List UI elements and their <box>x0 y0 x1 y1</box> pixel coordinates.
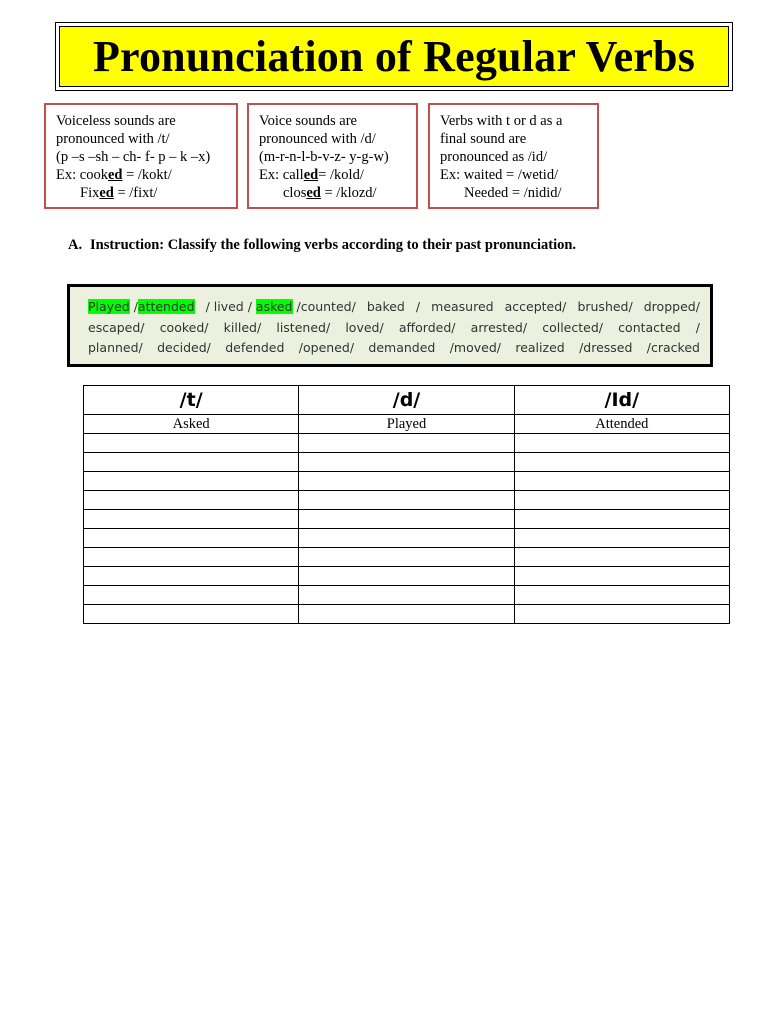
rule-example <box>56 184 227 202</box>
instruction <box>68 237 576 254</box>
blank-cell[interactable] <box>84 472 299 491</box>
rule-sound-list: (m-r-n-l-b-v-z- y-g-w) <box>259 149 389 165</box>
blank-cell[interactable] <box>514 586 729 605</box>
example-prefix: Ex: <box>56 167 80 183</box>
example-transcription: = /kokt/ <box>122 167 172 183</box>
example-transcription: = /kold/ <box>318 167 364 183</box>
blank-cell[interactable] <box>84 491 299 510</box>
blank-cell[interactable] <box>514 510 729 529</box>
rule-example <box>56 166 227 184</box>
column-header-t: /t/ <box>84 386 299 415</box>
table-row <box>84 510 730 529</box>
blank-cell[interactable] <box>84 510 299 529</box>
example-stem: Fix <box>80 185 100 201</box>
blank-cell[interactable] <box>299 491 514 510</box>
verb-word: brushed/ <box>577 299 633 314</box>
title-banner-fill <box>59 26 729 87</box>
verb-word: demanded <box>368 340 436 355</box>
rule-line: Voice sounds are <box>259 113 357 129</box>
rule-box-voiceless <box>44 103 238 209</box>
blank-cell[interactable] <box>84 453 299 472</box>
verb-word <box>206 297 356 318</box>
rule-example <box>259 166 407 184</box>
blank-cell[interactable] <box>299 453 514 472</box>
blank-cell[interactable] <box>299 510 514 529</box>
blank-cell[interactable] <box>514 529 729 548</box>
rule-line: Verbs with t or d as a <box>440 113 563 129</box>
blank-cell[interactable] <box>299 605 514 624</box>
verb-word: afforded/ <box>398 319 456 335</box>
verb-word: /dressed <box>579 340 633 355</box>
blank-cell[interactable] <box>514 472 729 491</box>
blank-cell[interactable] <box>514 453 729 472</box>
example-transcription: = /klozd/ <box>320 185 377 201</box>
example-stem: cook <box>79 167 108 183</box>
verb-word: realized <box>515 340 565 355</box>
table-example-row <box>84 415 730 434</box>
verb-word-text: / lived / <box>205 299 252 314</box>
blank-cell[interactable] <box>299 567 514 586</box>
example-transcription: = /fixt/ <box>113 185 158 201</box>
rule-line: Voiceless sounds are <box>56 113 176 129</box>
table-row <box>84 548 730 567</box>
blank-cell[interactable] <box>84 529 299 548</box>
verb-word: cooked/ <box>159 319 209 335</box>
classification-table <box>83 385 730 624</box>
verb-word: /moved/ <box>449 340 501 355</box>
table-row <box>84 434 730 453</box>
verb-word-bank <box>67 284 713 367</box>
blank-cell[interactable] <box>299 434 514 453</box>
verb-word: decided/ <box>157 340 211 355</box>
verb-highlighted: asked <box>255 299 293 314</box>
verb-word: loved/ <box>345 319 384 335</box>
verb-word: planned/ <box>88 340 143 355</box>
example-suffix: ed <box>303 167 319 183</box>
verb-word: collected/ <box>542 319 603 335</box>
verb-word: listened/ <box>276 319 331 335</box>
verb-word: / <box>415 299 421 314</box>
verb-word: killed/ <box>223 319 262 335</box>
example-suffix: ed <box>99 185 114 201</box>
example-suffix: ed <box>306 185 321 201</box>
verb-word: /opened/ <box>298 340 355 355</box>
rule-example: Ex: waited = /wetid/ <box>440 167 559 183</box>
verb-line-1 <box>88 297 700 318</box>
verb-word: contacted <box>618 319 681 335</box>
table-row <box>84 605 730 624</box>
rule-line: pronounced as /id/ <box>440 149 548 165</box>
table-row <box>84 491 730 510</box>
blank-cell[interactable] <box>84 567 299 586</box>
table-row <box>84 567 730 586</box>
example-suffix: ed <box>107 167 123 183</box>
example-prefix: Ex: <box>259 167 283 183</box>
blank-cell[interactable] <box>514 434 729 453</box>
rule-line: pronounced with /t/ <box>56 131 170 147</box>
example-stem: clos <box>283 185 307 201</box>
table-header-row <box>84 386 730 415</box>
verb-word: defended <box>225 340 285 355</box>
blank-cell[interactable] <box>299 529 514 548</box>
rule-sound-list: (p –s –sh – ch- f- p – k –x) <box>56 149 211 165</box>
verb-word-text: /counted/ <box>296 299 356 314</box>
instruction-text: Instruction: Classify the following verbs according to their past pronunciation. <box>90 237 577 253</box>
rule-example <box>259 184 407 202</box>
page-title: Pronunciation of Regular Verbs <box>92 32 696 81</box>
verb-word: /cracked <box>646 340 700 355</box>
verb-word: dropped/ <box>643 299 700 314</box>
verb-highlighted: Played <box>88 299 130 314</box>
table-row <box>84 472 730 491</box>
blank-cell[interactable] <box>299 548 514 567</box>
rule-example: Needed = /nidid/ <box>464 185 562 201</box>
verb-word <box>88 297 195 318</box>
blank-cell[interactable] <box>514 548 729 567</box>
verb-line-2 <box>88 318 700 339</box>
rule-line: final sound are <box>440 131 527 147</box>
verb-word: baked <box>366 299 405 314</box>
blank-cell[interactable] <box>299 586 514 605</box>
blank-cell[interactable] <box>514 491 729 510</box>
verb-word: / <box>695 319 700 335</box>
example-cell-id: Attended <box>514 415 729 434</box>
blank-cell[interactable] <box>299 472 514 491</box>
blank-cell[interactable] <box>84 605 299 624</box>
column-header-id: /Id/ <box>514 386 729 415</box>
blank-cell[interactable] <box>84 434 299 453</box>
verb-separator: / <box>133 299 138 314</box>
verb-word: escaped/ <box>88 319 145 335</box>
verb-highlighted: attended <box>137 299 195 314</box>
column-header-d: /d/ <box>299 386 514 415</box>
table-row <box>84 453 730 472</box>
rule-box-id <box>428 103 599 209</box>
title-banner <box>55 22 733 91</box>
verb-word: accepted/ <box>504 299 567 314</box>
rule-box-voiced <box>247 103 418 209</box>
rule-line: pronounced with /d/ <box>259 131 376 147</box>
table-row <box>84 529 730 548</box>
verb-word: arrested/ <box>470 319 528 335</box>
blank-cell[interactable] <box>514 605 729 624</box>
example-cell-d: Played <box>299 415 514 434</box>
verb-word: measured <box>431 299 494 314</box>
example-stem: call <box>282 167 304 183</box>
blank-cell[interactable] <box>84 548 299 567</box>
blank-cell[interactable] <box>84 586 299 605</box>
verb-line-3 <box>88 338 700 359</box>
blank-cell[interactable] <box>514 567 729 586</box>
table-row <box>84 586 730 605</box>
instruction-number: A. <box>68 237 83 253</box>
example-cell-t: Asked <box>84 415 299 434</box>
